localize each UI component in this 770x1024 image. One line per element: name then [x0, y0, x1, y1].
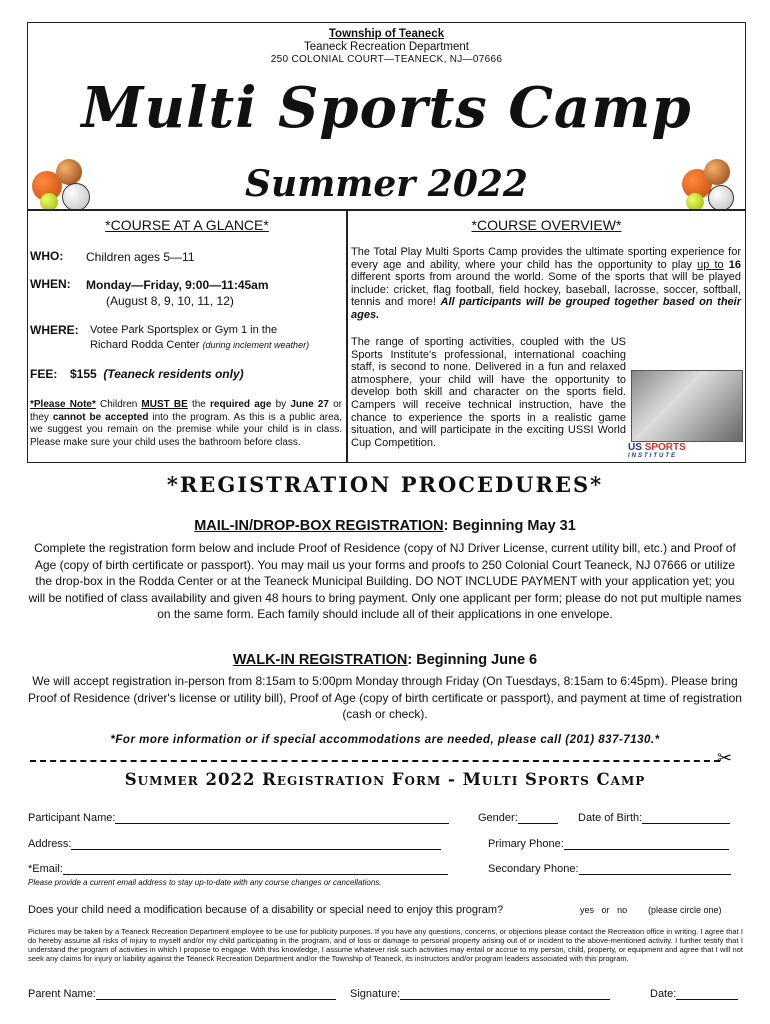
column-divider [346, 209, 348, 463]
circle-note: (please circle one) [648, 905, 722, 915]
modification-answer[interactable]: yes or no [580, 905, 628, 915]
where-value-2: Richard Rodda Center (during inclement weather) [90, 339, 310, 351]
department-address: 250 COLONIAL COURT—TEANECK, NJ—07666 [270, 54, 503, 65]
fee-label: FEE: [30, 367, 58, 381]
mail-in-heading: MAIL-IN/DROP-BOX REGISTRATION: Beginning May 31 [194, 518, 576, 534]
liability-disclaimer: Pictures may be taken by a Teaneck Recreation Department employee to be use for publicity purposes. If you have any questions, concerns, or objections please contact the Recreation office in writing. I agree that I do hereby assume all risks of injury to myself and/or my child participating in the program, and of loss or damage to personal property arising out of or incident to the above-mentioned activity. I further testify that I understand the program of activities in which I propose to engage. With this knowledge, I assume whatever risk such activities may entail or accrue to my person, child, property, or equipment and agree that I will not seek any claims for injury or liability against the Teaneck Recreation Department and/or the Township of Teaneck, its instructors and/or program leaders associated with this program. [28, 927, 743, 963]
glance-heading: *COURSE AT A GLANCE* [105, 217, 269, 233]
gender-field[interactable]: Gender: [478, 812, 558, 824]
overview-paragraph-2: The range of sporting activities, coupled with the US Sports Institute's professional, international coaching staff, is second to none. Delivered in a fun and relaxed atmosphere, your child will have the opportunity to develop both skill and character on the sports field. Campers will receive technical instruction, have the chance to experience the sports in a realistic game situation, and will participate in the exciting USSI World Cup Competition. [351, 336, 626, 449]
camp-subtitle: Summer 2022 [245, 163, 528, 205]
us-sports-institute-logo: US SPORTS INSTITUTE [628, 442, 686, 459]
when-label: WHEN: [30, 277, 71, 291]
address-field[interactable]: Address: [28, 838, 441, 850]
form-title: Summer 2022 Registration Form - Multi Sports Camp [124, 770, 646, 789]
who-value: Children ages 5—11 [86, 250, 195, 264]
primary-phone-field[interactable]: Primary Phone: [488, 838, 729, 850]
when-dates: (August 8, 9, 10, 11, 12) [106, 294, 234, 308]
sports-balls-icon-right [678, 157, 738, 217]
email-note: Please provide a current email address to stay up-to-date with any course changes or cancellations. [28, 878, 382, 887]
dob-field[interactable]: Date of Birth: [578, 812, 730, 824]
scissors-icon: ✂ [717, 748, 733, 768]
when-value: Monday—Friday, 9:00—11:45am [86, 278, 269, 292]
sports-balls-icon-left [32, 157, 92, 217]
overview-heading: *COURSE OVERVIEW* [471, 217, 622, 233]
header-box [27, 22, 746, 463]
registration-title: *REGISTRATION PROCEDURES* [166, 472, 604, 497]
section-divider [28, 209, 745, 211]
signature-field[interactable]: Signature: [350, 988, 610, 1000]
participant-name-field[interactable]: Participant Name: [28, 812, 449, 824]
township-name: Township of Teaneck [328, 28, 445, 40]
walk-in-heading: WALK-IN REGISTRATION: Beginning June 6 [232, 652, 538, 668]
sports-photo [631, 370, 743, 442]
where-label: WHERE: [30, 323, 79, 337]
mail-in-text: Complete the registration form below and include Proof of Residence (copy of NJ Driver License, current utility bill, etc.) and Proof of Age (copy of birth certificate or passport). You may mail us your forms and proofs to 250 Colonial Court Teaneck, NJ 07666 or utilize the drop-box in the Rodda Center or at the Teaneck Municipal Building. DO NOT INCLUDE PAYMENT with your application yet; you will be notified of class availability and given 48 hours to bring payment. Only one applicant per form; please do not put multiple names on the same form. Each family should include all of their applications in one envelope. [28, 541, 742, 621]
info-line: *For more information or if special accommodations are needed, please call (201) 837-7130.* [110, 734, 660, 746]
department-name: Teaneck Recreation Department [304, 41, 469, 53]
camp-title: Multi Sports Camp [81, 75, 692, 141]
cut-line [30, 760, 720, 762]
email-field[interactable]: *Email: [28, 863, 448, 875]
overview-paragraph-1: The Total Play Multi Sports Camp provides the ultimate sporting experience for every age and ability, where your child has the opportunity to play up to 16 different sports from around the world. Some of the sports that will be played include: cricket, flag football, field hockey, baseball, lacrosse, soccer, softball, tennis and more! All participants will be grouped together based on their ages. [351, 246, 742, 321]
modification-question: Does your child need a modification because of a disability or special need to enjoy this program? [28, 904, 504, 916]
please-note: *Please Note* Children MUST BE the required age by June 27 or they cannot be accepted into the program. As this is a public area, we suggest you remain on the premise while your child is in class. Please make sure your child uses the bathroom before class. [30, 399, 343, 448]
date-field[interactable]: Date: [650, 988, 738, 1000]
fee-value: $155 (Teaneck residents only) [70, 367, 244, 381]
parent-name-field[interactable]: Parent Name: [28, 988, 336, 1000]
secondary-phone-field[interactable]: Secondary Phone: [488, 863, 731, 875]
walk-in-text: We will accept registration in-person from 8:15am to 5:00pm Monday through Friday (On Tuesdays, 8:15am to 6:45pm). Please bring Proof of Residence (driver's license or utility bill), Proof of Age (copy of birth certificate or passport), and payment at time of registration (cash or check). [28, 674, 742, 721]
who-label: WHO: [30, 249, 64, 263]
where-value-1: Votee Park Sportsplex or Gym 1 in the [90, 324, 278, 336]
